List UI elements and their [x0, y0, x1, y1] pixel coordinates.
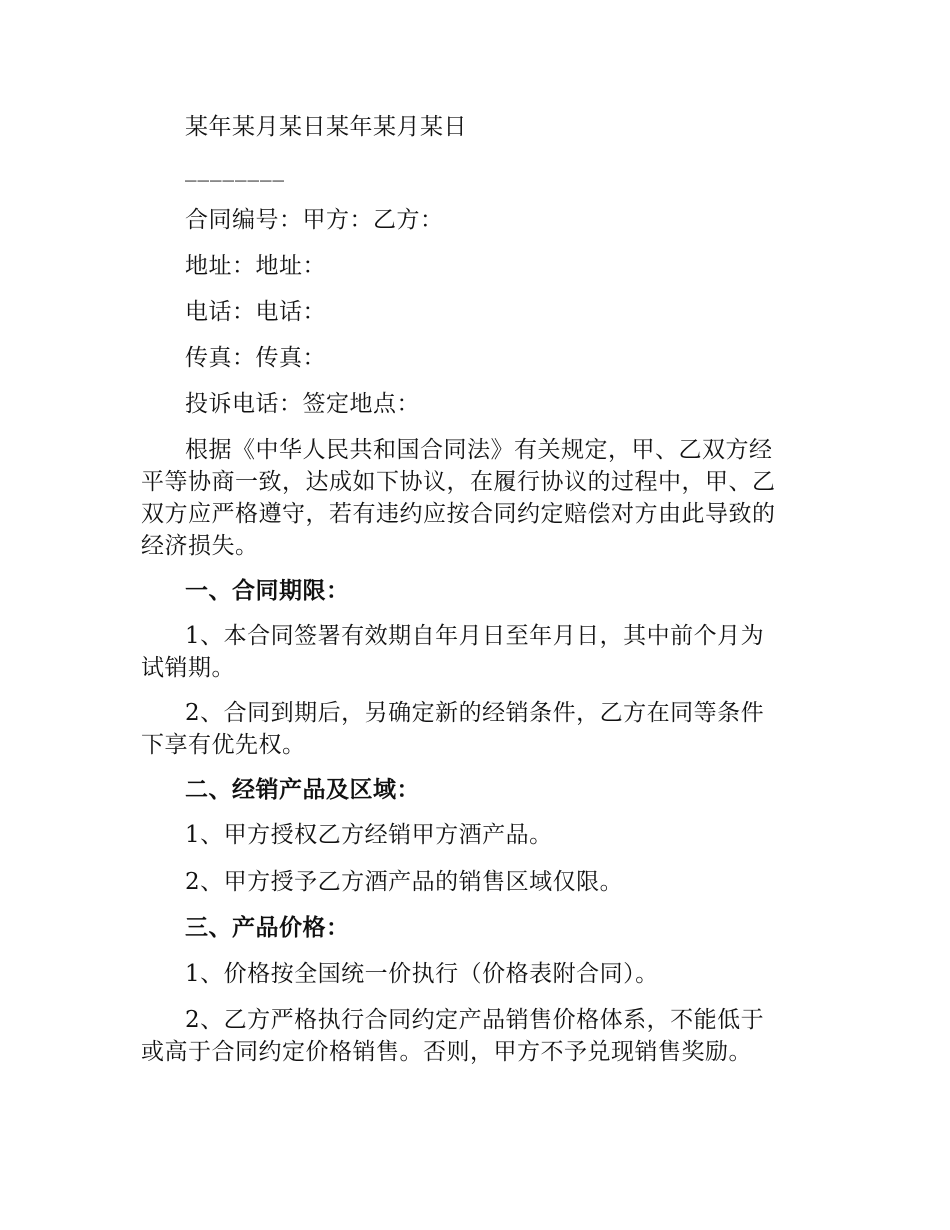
- section-heading-products: 二、经销产品及区域：: [185, 776, 420, 803]
- clause-line: 2、合同到期后，另确定新的经销条件，乙方在同等条件: [185, 700, 765, 726]
- header-field-phone: 电话：电话：: [185, 299, 326, 325]
- clause-line: 2、乙方严格执行合同约定产品销售价格体系，不能低于: [185, 1007, 765, 1033]
- clause-line: 试销期。: [141, 655, 235, 681]
- clause-line: 1、本合同签署有效期自年月日至年月日，其中前个月为: [185, 623, 765, 649]
- clause-price-1: 1、价格按全国统一价执行（价格表附合同）。: [185, 961, 659, 987]
- header-field-contract-parties: 合同编号：甲方：乙方：: [185, 207, 444, 233]
- header-field-fax: 传真：传真：: [185, 345, 326, 371]
- date-line: 某年某月某日某年某月某日: [185, 114, 467, 140]
- section-heading-term: 一、合同期限：: [185, 577, 350, 604]
- separator-line: ________: [185, 156, 285, 182]
- clause-products-1: 1、甲方授权乙方经销甲方酒产品。: [185, 822, 553, 848]
- clause-line: 下享有优先权。: [141, 732, 306, 758]
- preamble-line: 经济损失。: [141, 533, 259, 559]
- preamble-line: 根据《中华人民共和国合同法》有关规定，甲、乙双方经: [185, 437, 773, 463]
- clause-products-2: 2、甲方授予乙方酒产品的销售区域仅限。: [185, 869, 624, 895]
- section-heading-price: 三、产品价格：: [185, 914, 350, 941]
- header-field-complaint-location: 投诉电话：签定地点：: [185, 391, 420, 417]
- header-field-address: 地址：地址：: [185, 253, 326, 279]
- preamble-line: 双方应严格遵守，若有违约应按合同约定赔偿对方由此导致的: [141, 501, 776, 527]
- preamble-line: 平等协商一致，达成如下协议，在履行协议的过程中，甲、乙: [141, 469, 776, 495]
- clause-line: 或高于合同约定价格销售。否则，甲方不予兑现销售奖励。: [141, 1039, 752, 1065]
